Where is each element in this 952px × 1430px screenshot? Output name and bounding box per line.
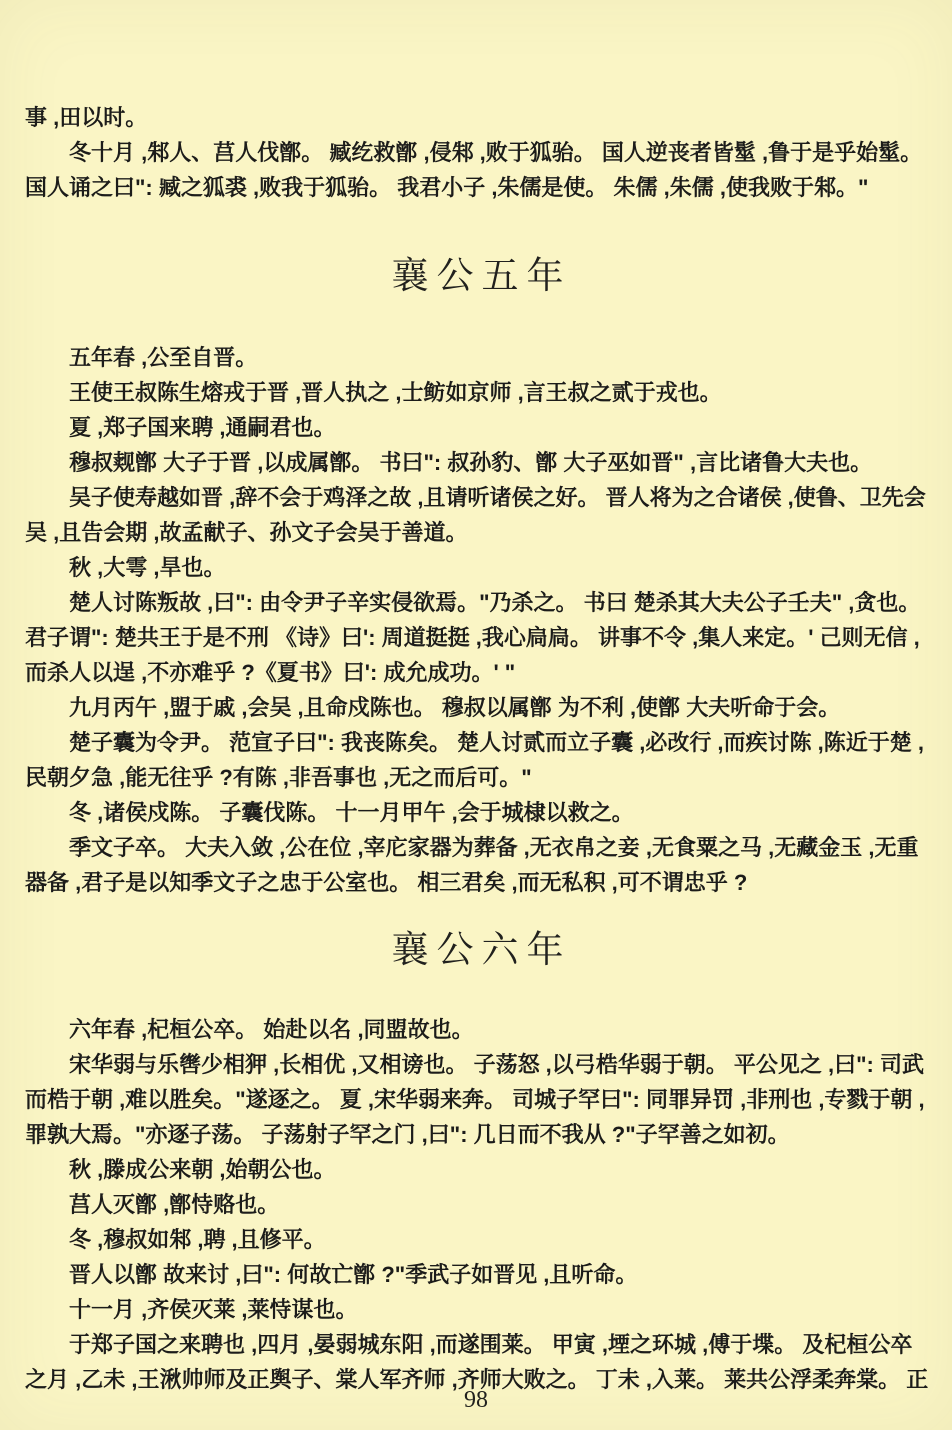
paragraph: 莒人灭鄫 ,鄫恃赂也。 [69,1192,280,1217]
paragraph: 秋 ,大雩 ,旱也。 [69,555,226,580]
paragraph-previous-page-tail: 事 ,田以时。 [25,105,148,130]
paragraph: 五年春 ,公至自晋。 [69,345,258,370]
page-footer [0,1388,952,1412]
paragraph: 王使王叔陈生熔戎于晋 ,晋人执之 ,士鲂如京师 ,言王叔之贰于戎也。 [69,380,722,405]
paragraph: 夏 ,郑子国来聘 ,通嗣君也。 [69,415,336,440]
paragraph: 吴子使寿越如晋 ,辞不会于鸡泽之故 ,且请听诸侯之好。 晋人将为之合诸侯 ,使鲁、卫先会吴 ,且告会期 ,故孟献子、孙文子会吴于善道。 [25,485,926,545]
paragraph: 楚子囊为令尹。 范宣子曰": 我丧陈矣。 楚人讨贰而立子囊 ,必改行 ,而疾讨陈 ,陈近于楚 ,民朝夕急 ,能无往乎 ?有陈 ,非吾事也 ,无之而后可。" [25,730,924,790]
paragraph: 季文子卒。 大夫入敛 ,公在位 ,宰庀家器为葬备 ,无衣帛之妾 ,无食粟之马 ,无藏金玉 ,无重器备 ,君子是以知季文子之忠于公室也。 相三君矣 ,而无私积 ,可不谓忠乎 ? [25,835,919,895]
chapter-title-xianggong-year-5: 襄公五年 [391,256,572,297]
paragraph: 于郑子国之来聘也 ,四月 ,晏弱城东阳 ,而遂围莱。 甲寅 ,堙之环城 ,傅于堞。 及杞桓公卒之月 ,乙未 ,王湫帅师及正舆子、棠人军齐师 ,齐师大败之。 丁未 ,入莱。 莱共公浮柔奔棠。 正 [25,1332,929,1392]
paragraph: 宋华弱与乐辔少相狎 ,长相优 ,又相谤也。 子荡怒 ,以弓梏华弱于朝。 平公见之 ,曰": 司武而梏于朝 ,难以胜矣。"遂逐之。 夏 ,宋华弱来奔。 司城子罕曰": 同罪异罚 ,非刑也 ,专戮于朝 ,罪孰大焉。"亦逐子荡。 子荡射子罕之门 ,曰": 几日而不我从 ?"子罕善之如初。 [25,1052,925,1147]
paragraph: 秋 ,滕成公来朝 ,始朝公也。 [69,1157,336,1182]
paragraph: 楚人讨陈叛故 ,曰": 由令尹子辛实侵欲焉。"乃杀之。 书曰 楚杀其大夫公子壬夫" ,贪也。 君子谓": 楚共王于是不刑 《诗》曰': 周道挺挺 ,我心扃扃。 讲事不令 ,集人来定。' 己则无信 ,而杀人以逞 ,不亦难乎 ?《夏书》曰': 成允成功。' " [25,590,921,685]
paragraph: 九月丙午 ,盟于戚 ,会吴 ,且命戍陈也。 穆叔以属鄫 为不利 ,使鄫 大夫听命于会。 [69,695,841,720]
page-number: 98 [464,1387,488,1413]
paragraph: 冬十月 ,邾人、莒人伐鄫。 臧纥救鄫 ,侵邾 ,败于狐骀。 国人逆丧者皆髽 ,鲁于是乎始髽。 国人诵之曰": 臧之狐裘 ,败我于狐骀。 我君小子 ,朱儒是使。 朱儒 ,朱儒 ,使我败于邾。" [25,140,923,200]
paragraph: 冬 ,穆叔如邾 ,聘 ,且修平。 [69,1227,326,1252]
paragraph: 冬 ,诸侯戍陈。 子囊伐陈。 十一月甲午 ,会于城棣以救之。 [69,800,634,825]
paragraph: 十一月 ,齐侯灭莱 ,莱恃谋也。 [69,1297,358,1322]
page-body [25,100,930,1397]
paragraph: 六年春 ,杞桓公卒。 始赴以名 ,同盟故也。 [69,1017,474,1042]
chapter-title-xianggong-year-6: 襄公六年 [391,930,572,971]
paragraph: 穆叔觌鄫 大子于晋 ,以成属鄫。 书曰": 叔孙豹、鄫 大子巫如晋" ,言比诸鲁大夫也。 [69,450,873,475]
paragraph: 晋人以鄫 故来讨 ,曰": 何故亡鄫 ?"季武子如晋见 ,且听命。 [69,1262,638,1287]
